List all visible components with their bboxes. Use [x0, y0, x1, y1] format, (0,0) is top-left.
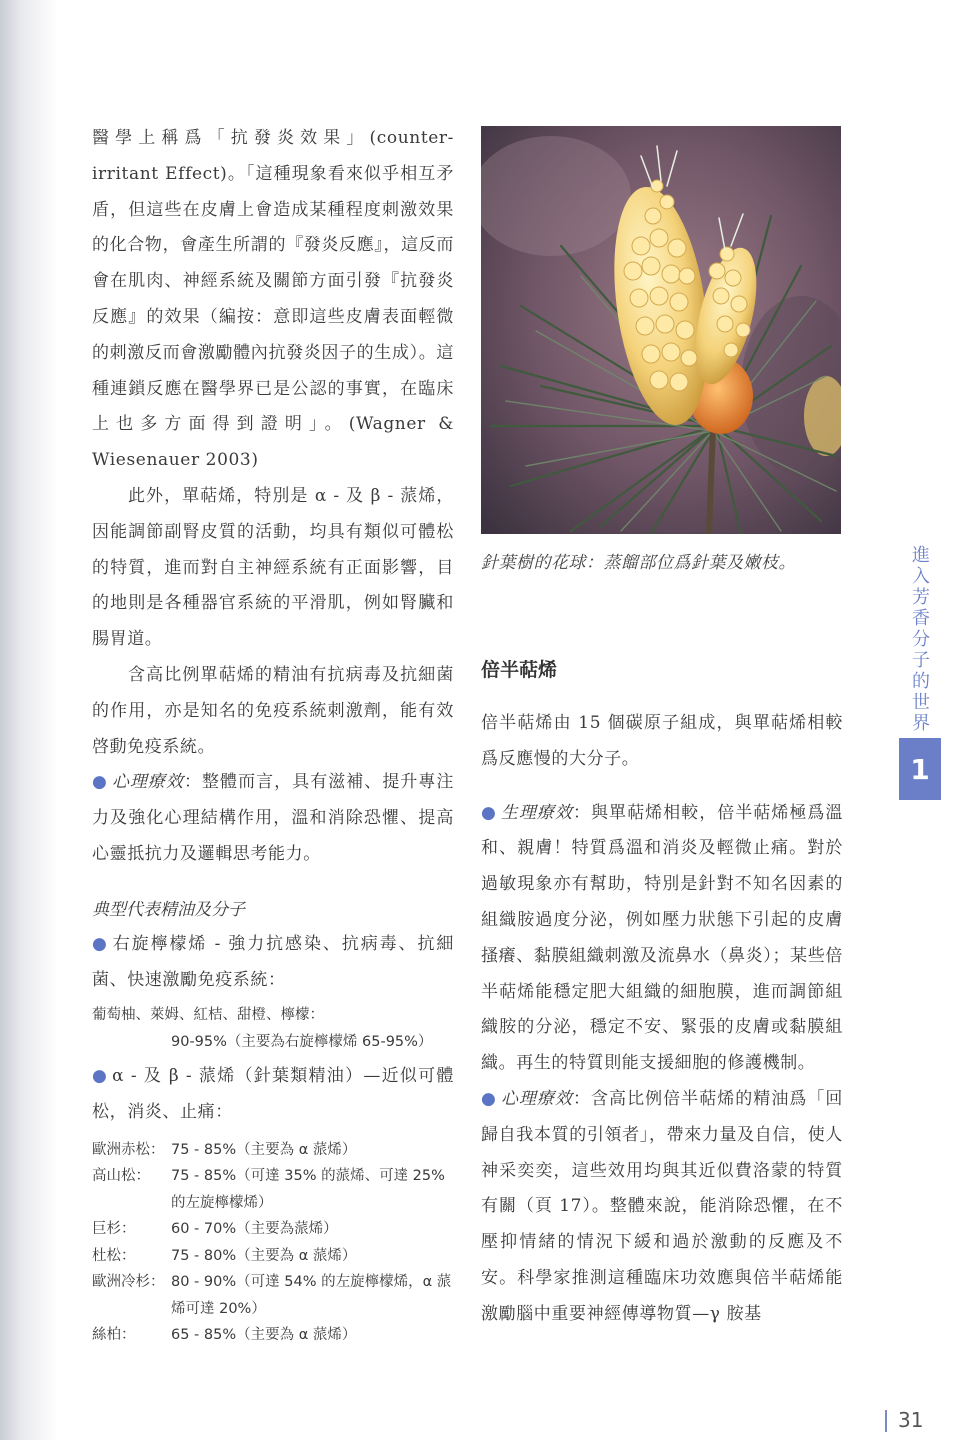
- photo-caption: 針葉樹的花球：蒸餾部位爲針葉及嫩枝。: [481, 553, 796, 573]
- paragraph-antiviral: 含高比例單萜烯的精油有抗病毒及抗細菌的作用，亦是知名的免疫系統刺激劑，能有效啓動免疫系統。: [92, 664, 454, 757]
- table-row: 巨杉： 60 - 70%（主要為蒎烯）: [92, 1221, 338, 1238]
- limonene-text: 右旋檸檬烯 - 強力抗感染、抗病毒、抗細菌、快速激勵免疫系統：: [92, 933, 454, 990]
- sesquiterpene-intro: 倍半萜烯由 15 個碳原子組成，與單萜烯相較爲反應慢的大分子。: [481, 713, 843, 769]
- pine-flower-photo: [481, 126, 841, 534]
- right-column: [481, 706, 843, 1333]
- citrus-table: [92, 1002, 454, 1055]
- bullet-dot-icon: ●: [92, 1066, 109, 1087]
- page-number: 31: [898, 1408, 924, 1432]
- typical-oils-heading: 典型代表精油及分子: [92, 899, 245, 920]
- table-row: 歐洲冷杉： 80 - 90%（可達 54% 的左旋檸檬烯，α 蒎烯可達 20%）: [92, 1274, 452, 1317]
- chapter-number-tab: 1: [899, 738, 941, 800]
- section-title: 倍半萜烯: [481, 659, 558, 681]
- table-row: 絲柏： 65 - 85%（主要為 α 蒎烯）: [92, 1327, 357, 1344]
- bullet-dot-icon: ●: [92, 772, 108, 793]
- book-gutter-shadow: [0, 0, 58, 1440]
- citrus-value: 90-95%（主要為右旋檸檬烯 65-95%）: [171, 1033, 433, 1050]
- page-number-divider: [885, 1410, 887, 1432]
- left-column: [92, 121, 454, 1349]
- citrus-list: 葡萄柚、萊姆、紅桔、甜橙、檸檬：: [92, 1007, 324, 1024]
- physio-effect-paragraph: [481, 796, 843, 1082]
- bullet-dot-icon: ●: [92, 933, 109, 954]
- table-row: 杜松： 75 - 80%（主要為 α 蒎烯）: [92, 1247, 357, 1264]
- bullet-dot-icon: ●: [481, 1088, 497, 1109]
- psych-effect-paragraph-right: [481, 1082, 843, 1333]
- pinene-table: [92, 1137, 454, 1349]
- pinene-text: α - 及 β - 蒎烯（針葉類精油）—近似可體松，消炎、止痛：: [92, 1066, 455, 1123]
- bullet-dot-icon: ●: [481, 802, 497, 823]
- pinene-paragraph: [92, 1059, 454, 1131]
- psych-effect-label-right: 心理療效: [500, 1088, 573, 1109]
- psych-effect-label: 心理療效: [111, 772, 184, 793]
- limonene-paragraph: [92, 927, 454, 999]
- chapter-side-label: 進入芳香分子的世界: [909, 545, 930, 734]
- table-row: 歐洲赤松： 75 - 85%（主要為 α 蒎烯）: [92, 1141, 357, 1158]
- physio-effect-text: ：與單萜烯相較，倍半萜烯極爲溫和、親膚！特質爲溫和消炎及輕微止痛。對於過敏現象亦有幫助，特別是針對不知名因素的組織胺過度分泌，例如壓力狀態下引起的皮膚搔癢、黏膜組織刺激及流鼻水（鼻炎）；某些倍半萜烯能穩定肥大組織的細胞膜，進而調節組織胺的分泌，穩定不安、緊張的皮膚或黏膜組織。再生的特質則能支援細胞的修護機制。: [481, 802, 844, 1074]
- psych-effect-text: ：整體而言，具有滋補、提升專注力及強化心理結構作用，溫和消除恐懼、提高心靈抵抗力及邏輯思考能力。: [92, 772, 455, 864]
- paragraph-pinene-cortisone: 此外，單萜烯，特別是 α - 及 β - 蒎烯，因能調節副腎皮質的活動，均具有類似可體松的特質，進而對自主神經系統有正面影響，目的地則是各種器官系統的平滑肌，例如腎臟和腸胃道。: [92, 485, 454, 650]
- psych-effect-paragraph: [92, 765, 454, 872]
- table-row: 高山松： 75 - 85%（可達 35% 的蒎烯、可達 25% 的左旋檸檬烯）: [92, 1168, 445, 1211]
- psych-effect-text-right: ：含高比例倍半萜烯的精油爲「回歸自我本質的引領者」，帶來力量及自信，使人神采奕奕，這些效用均與其近似費洛蒙的特質有關（頁 17）。整體來說，能消除恐懼，在不壓抑情緒的情況下緩和過於激動的反應及不安。科學家推測這種臨床功效應與倍半萜烯能激勵腦中重要神經傳導物質—γ 胺基: [481, 1088, 844, 1324]
- physio-effect-label: 生理療效: [500, 802, 573, 823]
- paragraph-counter-irritant: 醫學上稱爲「抗發炎效果」(counter-irritant Effect)。「這種現象看來似乎相互矛盾，但這些在皮膚上會造成某種程度刺激效果的化合物，會產生所謂的『發炎反應』，這反而會在肌肉、神經系統及關節方面引發『抗發炎反應』的效果（編按：意即這些皮膚表面輕微的刺激反而會激勵體內抗發炎因子的生成）。這種連鎖反應在醫學界已是公認的事實，在臨床上也多方面得到證明」。(Wagner & Wiesenauer 2003): [92, 128, 454, 471]
